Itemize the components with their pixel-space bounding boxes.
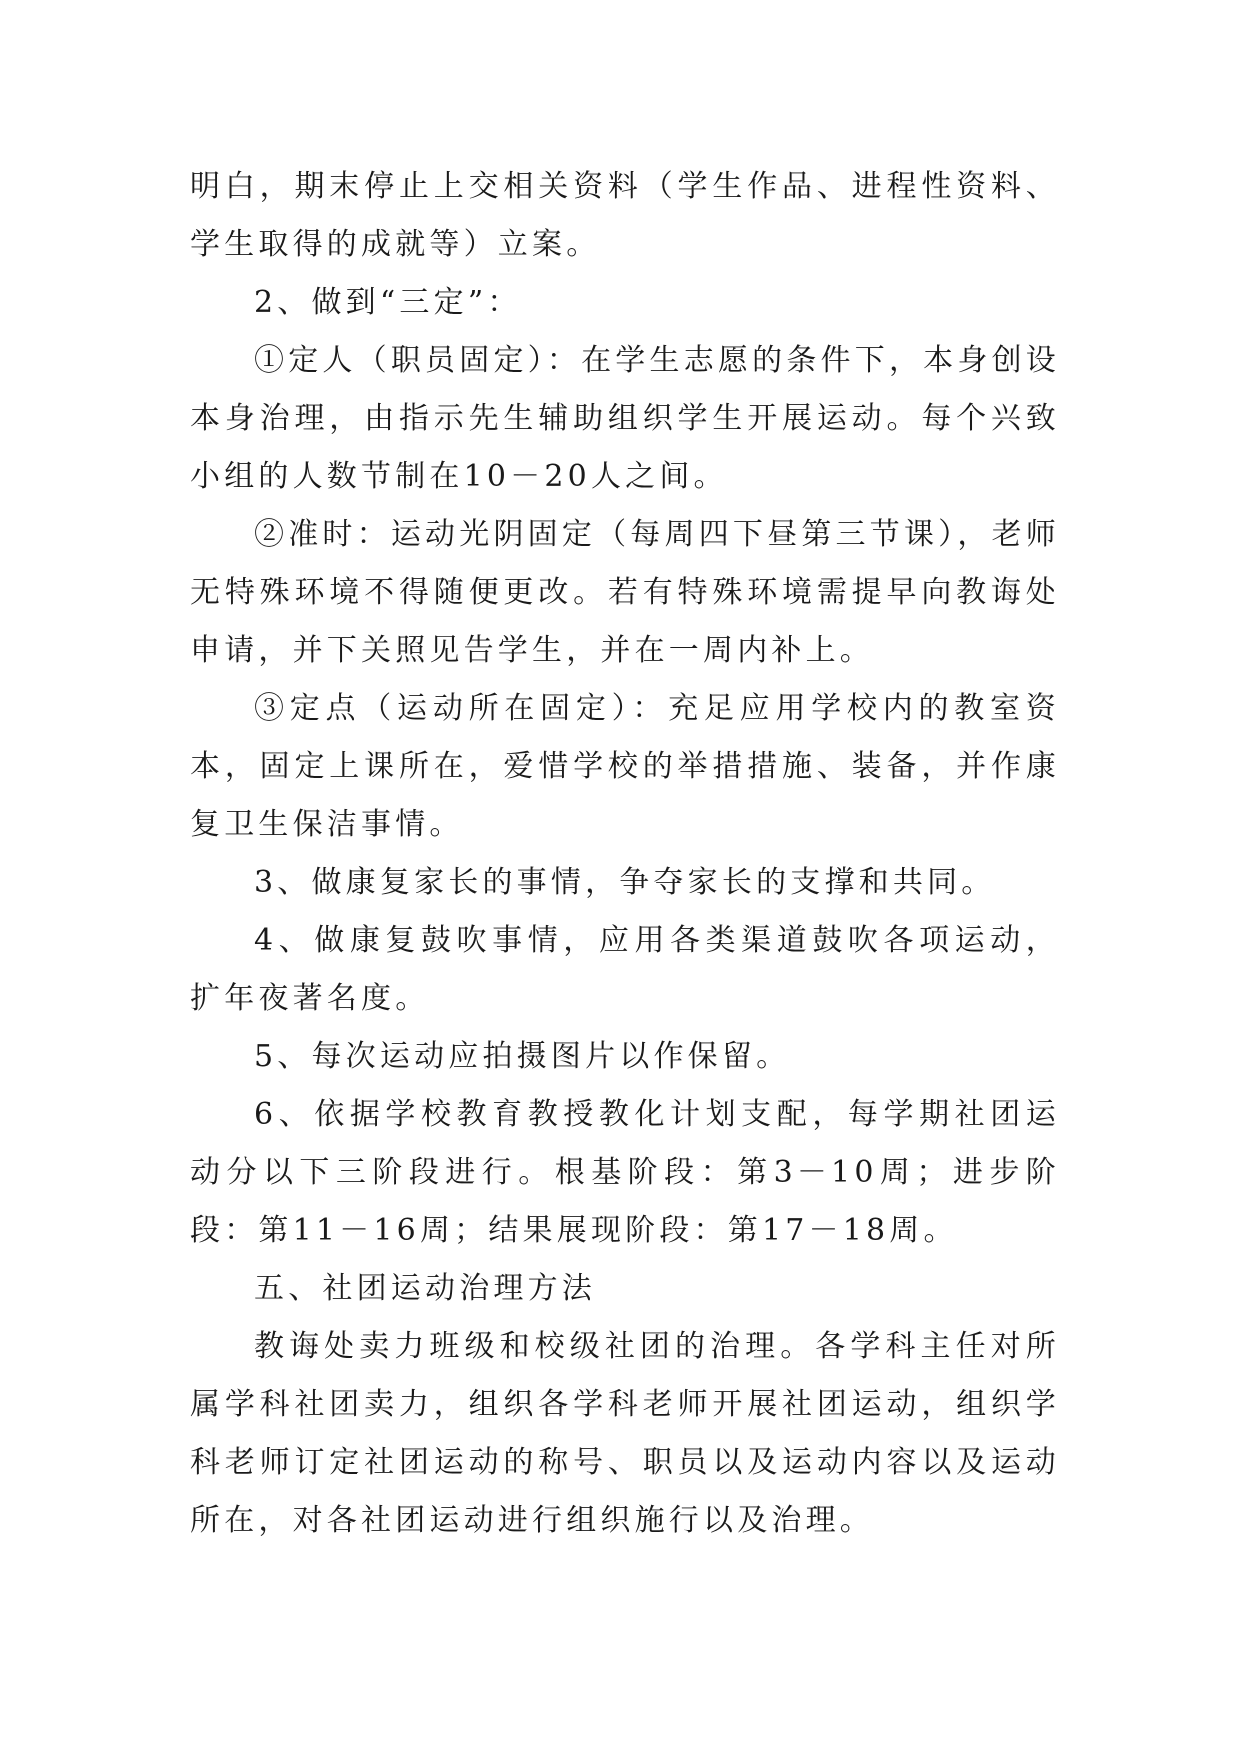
section-heading-5: 五、社团运动治理方法	[254, 1271, 596, 1306]
paragraph-management: 教诲处卖力班级和校级社团的治理。各学科主任对所属学科社团卖力，组织各学科老师开展社团运动，组织学科老师订定社团运动的称号、职员以及运动内容以及运动所在，对各社团运动进行组织施行以及治理。	[190, 1329, 1060, 1538]
paragraph-fixed-location: ③定点（运动所在固定）：充足应用学校内的教室资本，固定上课所在，爱惜学校的举措措施、装备，并作康复卫生保洁事情。	[190, 691, 1060, 842]
paragraph-item-3: 3、做康复家长的事情，争夺家长的支撑和共同。	[254, 865, 996, 900]
document-body	[190, 158, 1060, 1550]
paragraph-fixed-time: ②准时：运动光阴固定（每周四下昼第三节课），老师无特殊环境不得随便更改。若有特殊环境需提早向教诲处申请，并下关照见告学生，并在一周内补上。	[190, 517, 1060, 668]
paragraph-item-2-heading: 2、做到“三定”：	[254, 285, 522, 320]
paragraph-fixed-personnel: ①定人（职员固定）：在学生志愿的条件下，本身创设本身治理，由指示先生辅助组织学生开展运动。每个兴致小组的人数节制在10－20人之间。	[190, 343, 1060, 494]
paragraph-item-5: 5、每次运动应拍摄图片以作保留。	[254, 1039, 791, 1074]
paragraph-continuation: 明白，期末停止上交相关资料（学生作品、进程性资料、学生取得的成就等）立案。	[190, 169, 1060, 262]
paragraph-item-6: 6、依据学校教育教授教化计划支配，每学期社团运动分以下三阶段进行。根基阶段：第3－10周；进步阶段：第11－16周；结果展现阶段：第17－18周。	[190, 1097, 1060, 1248]
paragraph-item-4: 4、做康复鼓吹事情，应用各类渠道鼓吹各项运动，扩年夜著名度。	[190, 923, 1060, 1016]
